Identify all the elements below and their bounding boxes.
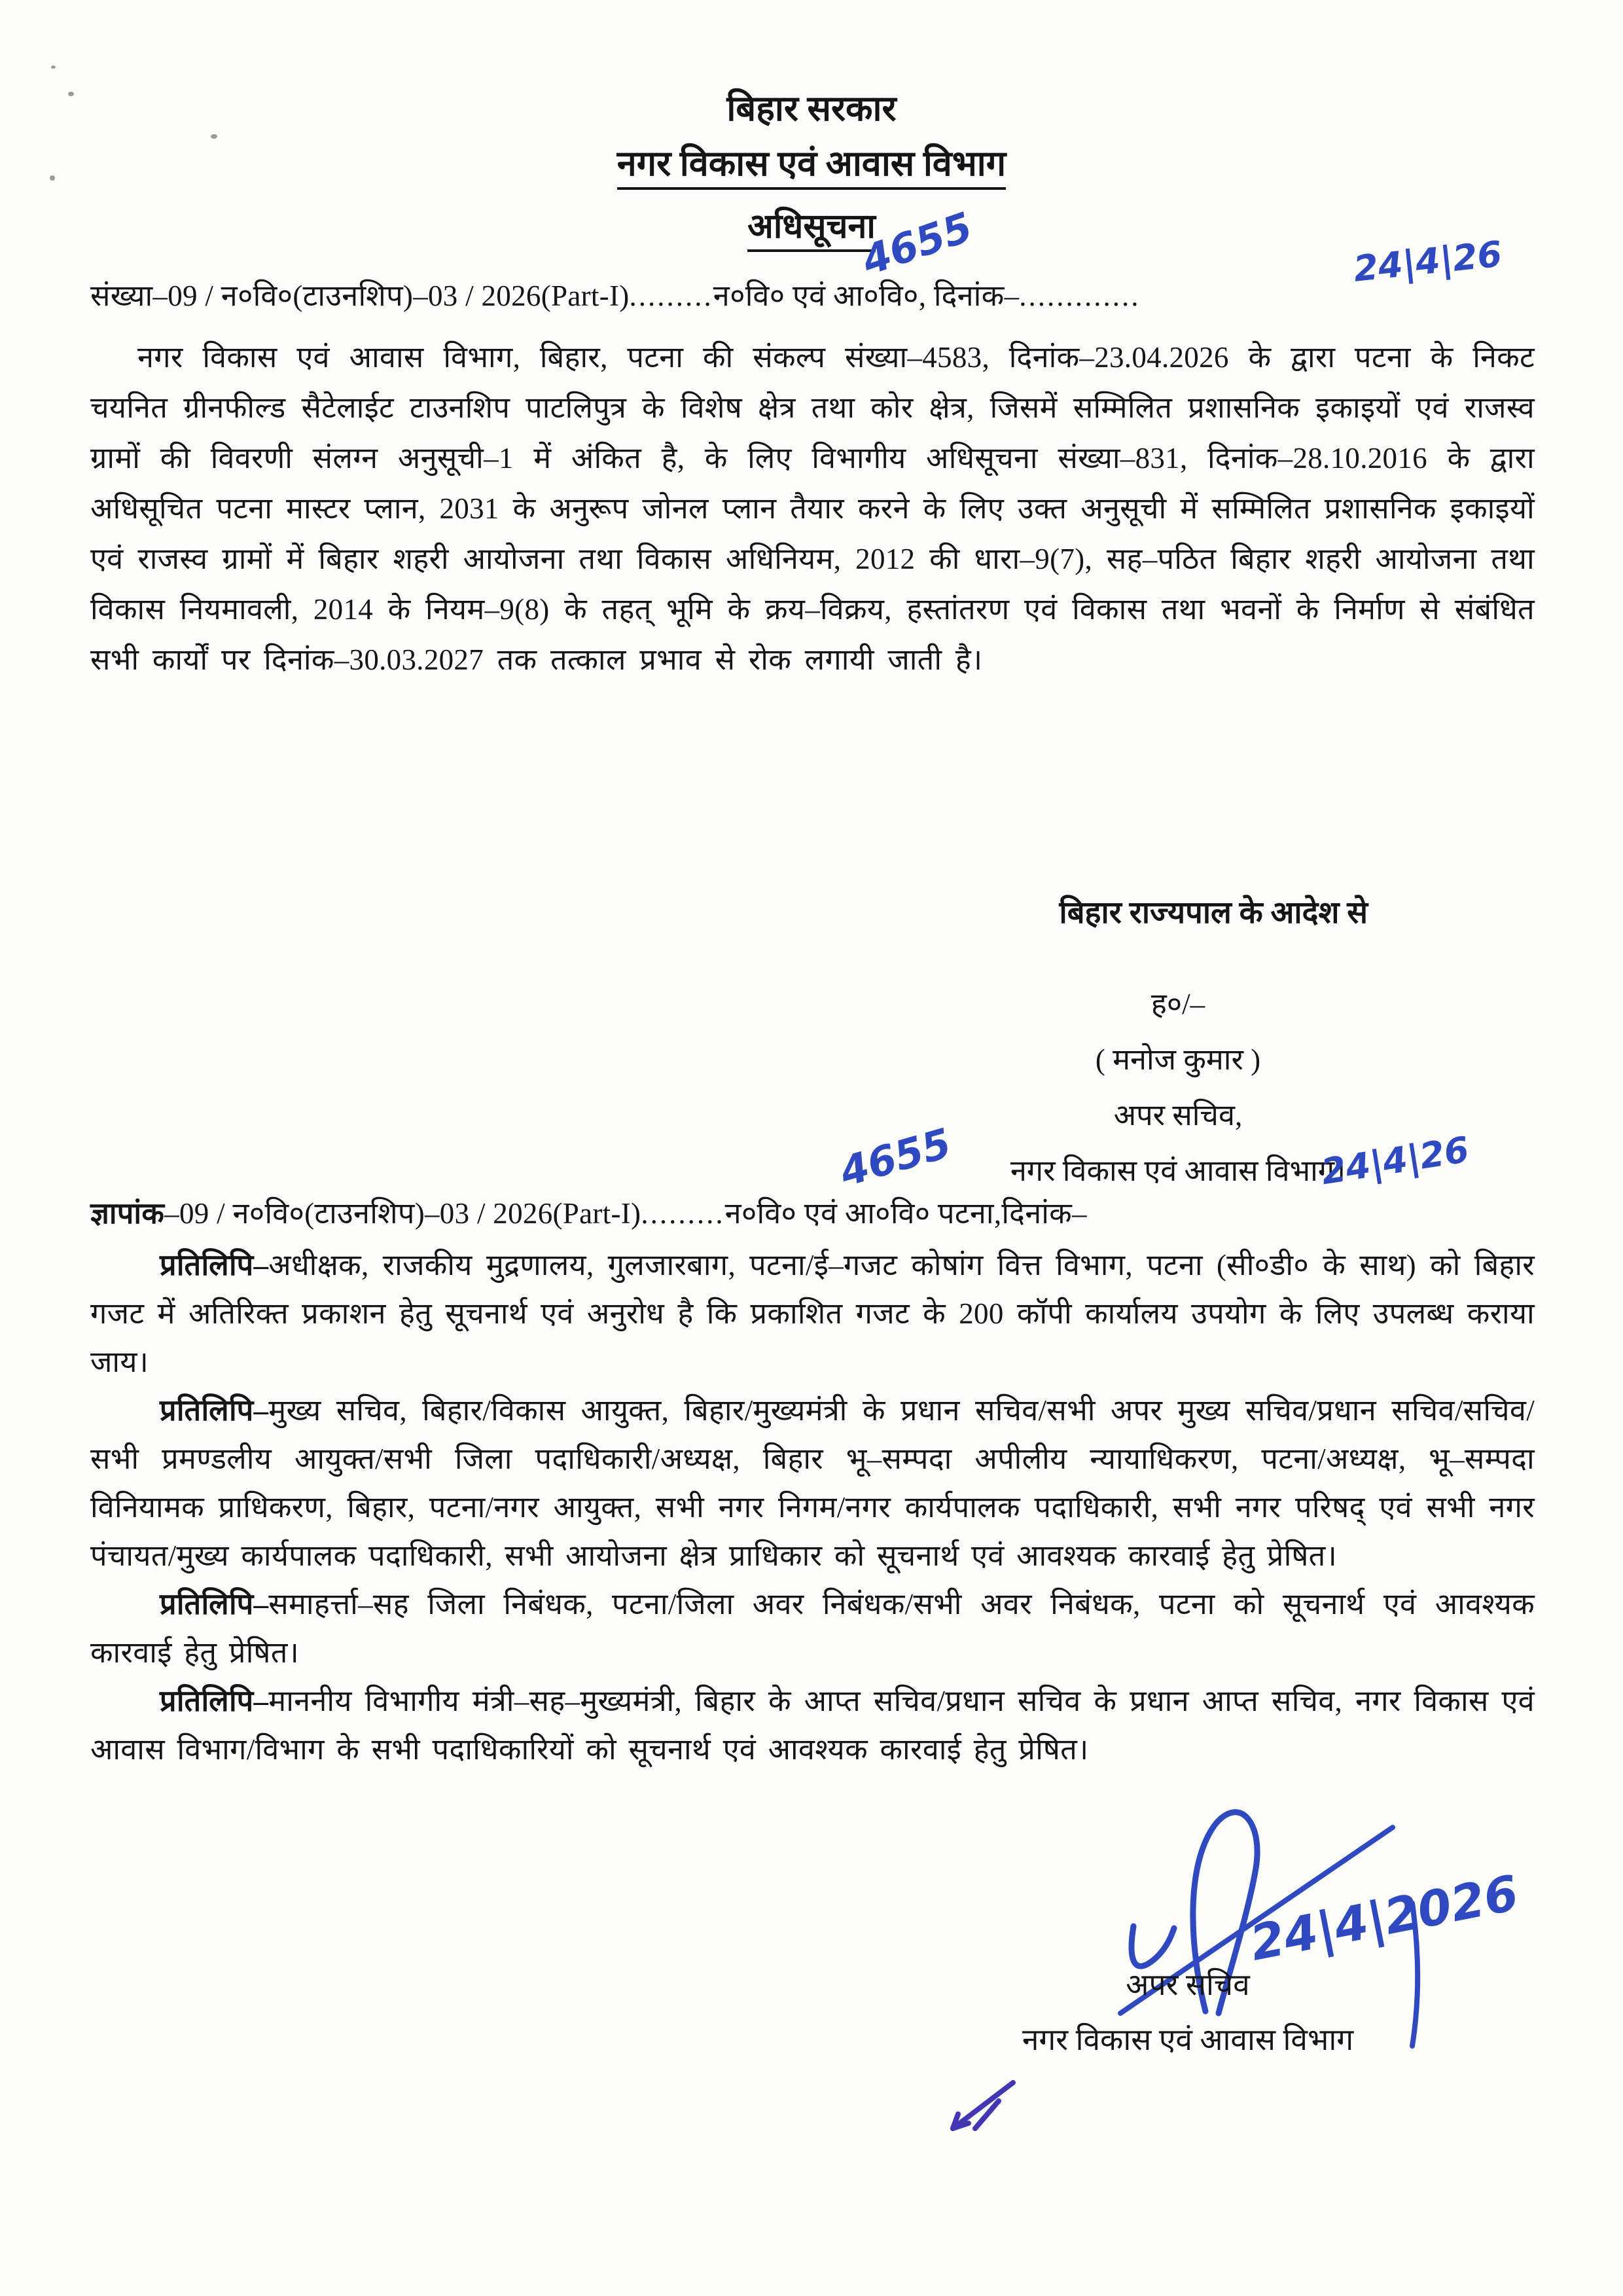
handwritten-date-top: 24|4|26 (1351, 233, 1504, 290)
copy-text: अधीक्षक, राजकीय मुद्रणालय, गुलजारबाग, पटना/ई–गजट कोषांग वित्त विभाग, पटना (सी०डी० के साथ) को बिहार गजट में अतिरिक्त प्रकाशन हेतु सूचनार्थ एवं अनुरोध है कि प्रकाशित गजट के 200 कॉपी कार्यालय उपयोग के लिए उपलब्ध कराया जाय। (90, 1249, 1535, 1378)
arrow-doodle-icon (935, 2063, 1026, 2155)
main-paragraph: नगर विकास एवं आवास विभाग, बिहार, पटना की संकल्प संख्या–4583, दिनांक–23.04.2026 के द्वारा पटना के निकट चयनित ग्रीनफील्ड सैटेलाईट टाउनशिप पाटलिपुत्र के विशेष क्षेत्र तथा कोर क्षेत्र, जिसमें सम्मिलित प्रशासनिक इकाइयों एवं राजस्व ग्रामों की विवरणी संलग्न अनुसूची–1 में अंकित है, के लिए विभागीय अधिसूचना संख्या–831, दिनांक–28.10.2016 के द्वारा अधिसूचित पटना मास्टर प्लान, 2031 के अनुरूप जोनल प्लान तैयार करने के लिए उक्त अनुसूची में सम्मिलित प्रशासनिक इकाइयों एवं राजस्व ग्रामों में बिहार शहरी आयोजना तथा विकास अधिनियम, 2012 की धारा–9(7), सह–पठित बिहार शहरी आयोजना तथा विकास नियमावली, 2014 के नियम–9(8) के तहत् भूमि के क्रय–विक्रय, हस्तांतरण एवं विकास तथा भवनों के निर्माण से संबंधित सभी कार्यों पर दिनांक–30.03.2027 तक तत्काल प्रभाव से रोक लगायी जाती है। (90, 341, 1535, 676)
handwritten-arrow-doodle (935, 2063, 1026, 2155)
memo-dots: ......... (641, 1197, 725, 1230)
handwritten-dispatch-number-memo: 4655 (834, 1119, 957, 1196)
copy-paragraph-minister (90, 1677, 1535, 1774)
handwritten-date-memo: 24|4|26 (1318, 1128, 1472, 1193)
copy-paragraph-press (90, 1241, 1535, 1386)
footer-department: नगर विकास एवं आवास विभाग (1022, 2023, 1354, 2056)
signatory-name: ( मनोज कुमार ) (1095, 1043, 1261, 1076)
footer-designation: अपर सचिव (1126, 1968, 1250, 2001)
notification-title (0, 202, 1623, 248)
copy-label: प्रतिलिपि– (160, 1249, 269, 1282)
memo-number: –09 / न०वि०(टाउनशिप)–03 / 2026(Part-I) (164, 1197, 641, 1230)
ref-date-dots: ............. (1019, 279, 1141, 312)
signed-mark: ह०/– (1150, 988, 1205, 1020)
reference-number-line (90, 275, 1537, 315)
footer-signatory-block (949, 1964, 1427, 2073)
by-order-line: बिहार राज्यपाल के आदेश से (1059, 896, 1368, 930)
header-government: बिहार सरकार (726, 89, 897, 128)
copy-paragraph-officials (90, 1386, 1535, 1580)
scan-speck (51, 65, 56, 69)
copy-label: प्रतिलिपि– (160, 1685, 269, 1717)
copy-text: माननीय विभागीय मंत्री–सह–मुख्यमंत्री, बिहार के आप्त सचिव/प्रधान सचिव के प्रधान आप्त सचिव, नगर विकास एवं आवास विभाग/विभाग के सभी पदाधिकारियों को सूचनार्थ एवं आवश्यक कारवाई हेतु प्रेषित। (90, 1685, 1535, 1766)
ref-number: संख्या–09 / न०वि०(टाउनशिप)–03 / 2026(Part-I) (90, 279, 630, 312)
memo-number-line (90, 1193, 1537, 1232)
header-department (0, 137, 1623, 186)
signatory-designation: अपर सचिव, (1113, 1099, 1243, 1132)
copy-text: समाहर्त्ता–सह जिला निबंधक, पटना/जिला अवर निबंधक/सभी अवर निबंधक, पटना को सूचनार्थ एवं आवश्यक कारवाई हेतु प्रेषित। (90, 1588, 1535, 1669)
signatory-department: नगर विकास एवं आवास विभाग। (1010, 1155, 1346, 1187)
ref-suffix: न०वि० एवं आ०वि०, दिनांक– (713, 279, 1020, 312)
copy-paragraph-registrar (90, 1580, 1535, 1677)
handwritten-signature-date: 24|4|2026 (1245, 1865, 1523, 1972)
ref-dots: ......... (629, 279, 713, 312)
copy-label: प्रतिलिपि– (160, 1394, 269, 1427)
copies-section (90, 1241, 1535, 1774)
handwritten-dispatch-number-top: 4655 (855, 202, 978, 285)
copy-text: मुख्य सचिव, बिहार/विकास आयुक्त, बिहार/मुख्यमंत्री के प्रधान सचिव/सभी अपर मुख्य सचिव/प्रधान सचिव/सचिव/सभी प्रमण्डलीय आयुक्त/सभी जिला पदाधिकारी/अध्यक्ष, बिहार भू–सम्पदा अपीलीय न्यायाधिकरण, पटना/अध्यक्ष, भू–सम्पदा विनियामक प्राधिकरण, बिहार, पटना/नगर आयुक्त, सभी नगर निगम/नगर कार्यपालक पदाधिकारी, सभी नगर परिषद् एवं सभी नगर पंचायत/मुख्य कार्यपालक पदाधिकारी, सभी आयोजना क्षेत्र प्राधिकार को सूचनार्थ एवं आवश्यक कारवाई हेतु प्रेषित। (90, 1394, 1535, 1572)
notification-title-text: अधिसूचना (747, 208, 876, 252)
copy-label: प्रतिलिपि– (160, 1588, 269, 1621)
memo-suffix: न०वि० एवं आ०वि० पटना,दिनांक– (724, 1197, 1087, 1230)
memo-label: ज्ञापांक (90, 1197, 165, 1230)
header-department-text: नगर विकास एवं आवास विभाग (617, 144, 1006, 190)
